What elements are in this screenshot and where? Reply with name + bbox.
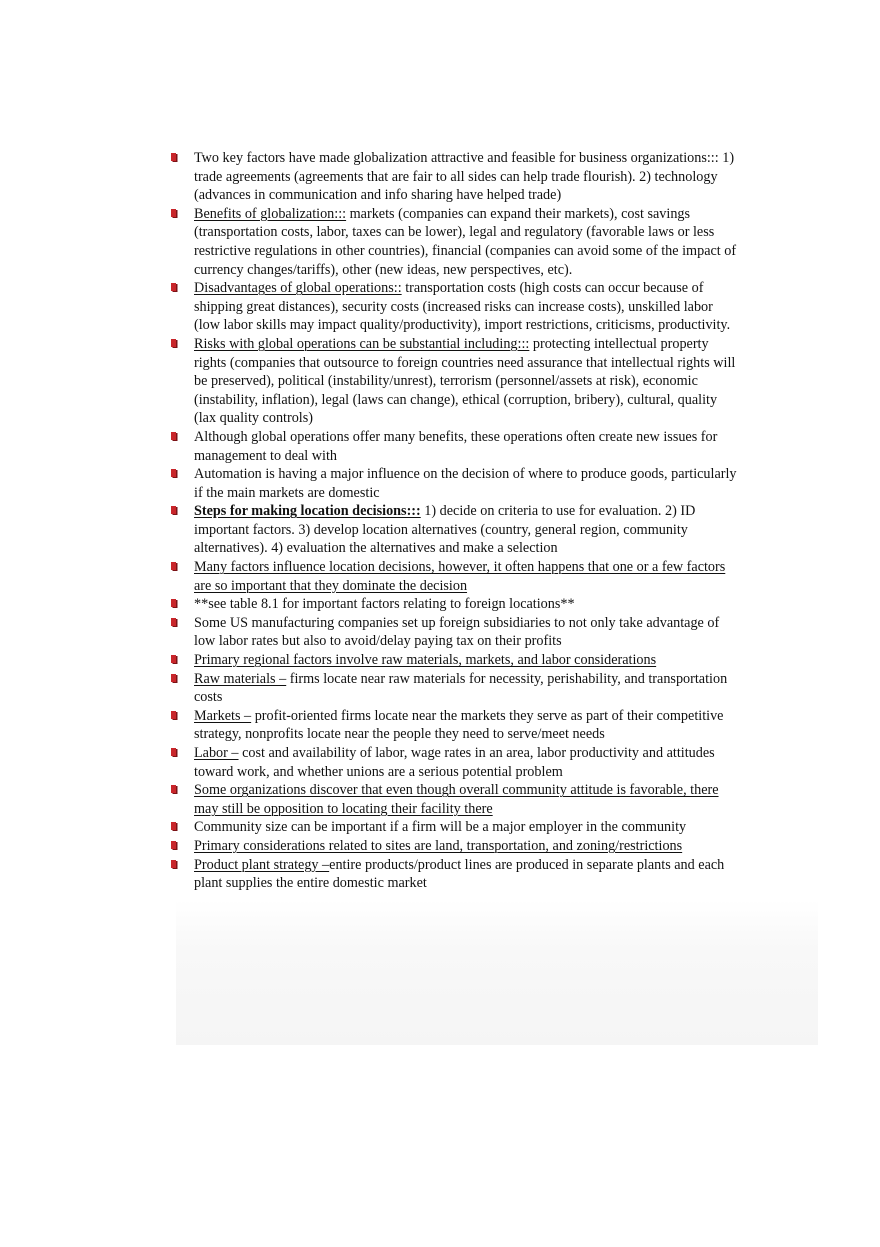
red-square-bullet-icon [171, 469, 178, 479]
red-square-bullet-icon [171, 283, 178, 293]
red-square-bullet-icon [171, 153, 178, 163]
red-square-bullet-icon [171, 841, 178, 851]
item-text: cost and availability of labor, wage rates in an area, labor productivity and attitudes toward work, and whether unions are a serious potential problem [194, 745, 715, 780]
red-square-bullet-icon [171, 339, 178, 349]
red-square-bullet-icon [171, 209, 178, 219]
item-lead: Risks with global operations can be substantial including::: [194, 335, 530, 352]
red-square-bullet-icon [171, 618, 178, 628]
item-text: Automation is having a major influence on the decision of where to produce goods, particularly if the main markets are domestic [194, 466, 737, 501]
list-item [166, 205, 742, 279]
red-square-bullet-icon [171, 711, 178, 721]
list-item [166, 670, 742, 707]
list-item [166, 651, 742, 670]
red-square-bullet-icon [171, 506, 178, 516]
item-lead: Steps for making location decisions::: [194, 503, 421, 520]
list-item [166, 856, 742, 893]
red-square-bullet-icon [171, 432, 178, 442]
item-text: 1) decide on criteria to use for evaluation. 2) ID important factors. 3) develop location alternatives (country, general region, community alternatives). 4) evaluation the alternatives and make a selection [194, 503, 696, 557]
item-text: markets (companies can expand their markets), cost savings (transportation costs, labor, taxes can be lower), legal and regulatory (favorable laws or less restrictive regulations in other countries), financial (companies can avoid some of the impact of currency changes/tariffs), other (new ideas, new perspectives, etc). [194, 205, 737, 278]
item-lead: Benefits of globalization::: [194, 205, 347, 222]
red-square-bullet-icon [171, 860, 178, 870]
red-square-bullet-icon [171, 674, 178, 684]
item-text: Community size can be important if a firm will be a major employer in the community [194, 819, 687, 836]
list-item [166, 149, 742, 205]
item-text: Primary considerations related to sites are land, transportation, and zoning/restrictions [194, 837, 683, 854]
red-square-bullet-icon [171, 748, 178, 758]
red-square-bullet-icon [171, 785, 178, 795]
red-square-bullet-icon [171, 655, 178, 665]
item-text: Some US manufacturing companies set up foreign subsidiaries to not only take advantage of low labor rates but also to avoid/delay paying tax on their profits [194, 614, 720, 650]
item-text: transportation costs (high costs can occur because of shipping great distances), security costs (increased risks can increase costs), unskilled labor (low labor skills may impact quality/productivity), import restrictions, criticisms, productivity. [194, 280, 731, 334]
list-item [166, 558, 742, 595]
list-item [166, 818, 742, 837]
list-item [166, 279, 742, 335]
red-square-bullet-icon [171, 599, 178, 609]
item-text: Although global operations offer many benefits, these operations often create new issues for management to deal with [194, 428, 718, 464]
list-item [166, 744, 742, 781]
item-text: Primary regional factors involve raw materials, markets, and labor considerations [194, 652, 657, 669]
list-item [166, 595, 742, 614]
list-item [166, 465, 742, 502]
list-item [166, 335, 742, 428]
item-text: Two key factors have made globalization attractive and feasible for business organizations::: 1) trade agreements (agreements that are fair to all sides can help trade flourish). 2) technology (advances in communication and info sharing have helped trade) [194, 150, 735, 204]
red-square-bullet-icon [171, 562, 178, 572]
list-item [166, 614, 742, 651]
item-lead: Product plant strategy – [194, 856, 330, 873]
item-text: Many factors influence location decisions, however, it often happens that one or a few factors are so important that they dominate the decision [194, 559, 726, 594]
item-text: firms locate near raw materials for necessity, perishability, and transportation costs [194, 670, 728, 706]
item-text: **see table 8.1 for important factors relating to foreign locations** [194, 596, 575, 613]
item-text: entire products/product lines are produced in separate plants and each plant supplies the entire domestic market [194, 856, 725, 892]
list-item [166, 837, 742, 856]
list-item [166, 502, 742, 558]
red-square-bullet-icon [171, 822, 178, 832]
item-text: profit-oriented firms locate near the markets they serve as part of their competitive strategy, nonprofits locate near the people they need to serve/meet needs [194, 707, 724, 743]
item-text: protecting intellectual property rights (companies that outsource to foreign countries need assurance that intellectual rights will be preserved), political (instability/unrest), terrorism (personnel/assets at risk), economic (instability, inflation), legal (laws can change), ethical (corruption, bribery), cultural, quality (lax quality controls) [194, 335, 736, 427]
item-lead: Disadvantages of global operations:: [194, 280, 402, 297]
item-lead: Labor – [194, 745, 239, 761]
list-item [166, 707, 742, 744]
list-item [166, 781, 742, 818]
item-lead: Raw materials – [194, 670, 287, 687]
notes-bullet-list [166, 149, 742, 893]
item-text: Some organizations discover that even though overall community attitude is favorable, there may still be opposition to locating their facility there [194, 782, 719, 817]
item-lead: Markets – [194, 707, 252, 724]
scan-shading [176, 900, 818, 1045]
list-item [166, 428, 742, 465]
